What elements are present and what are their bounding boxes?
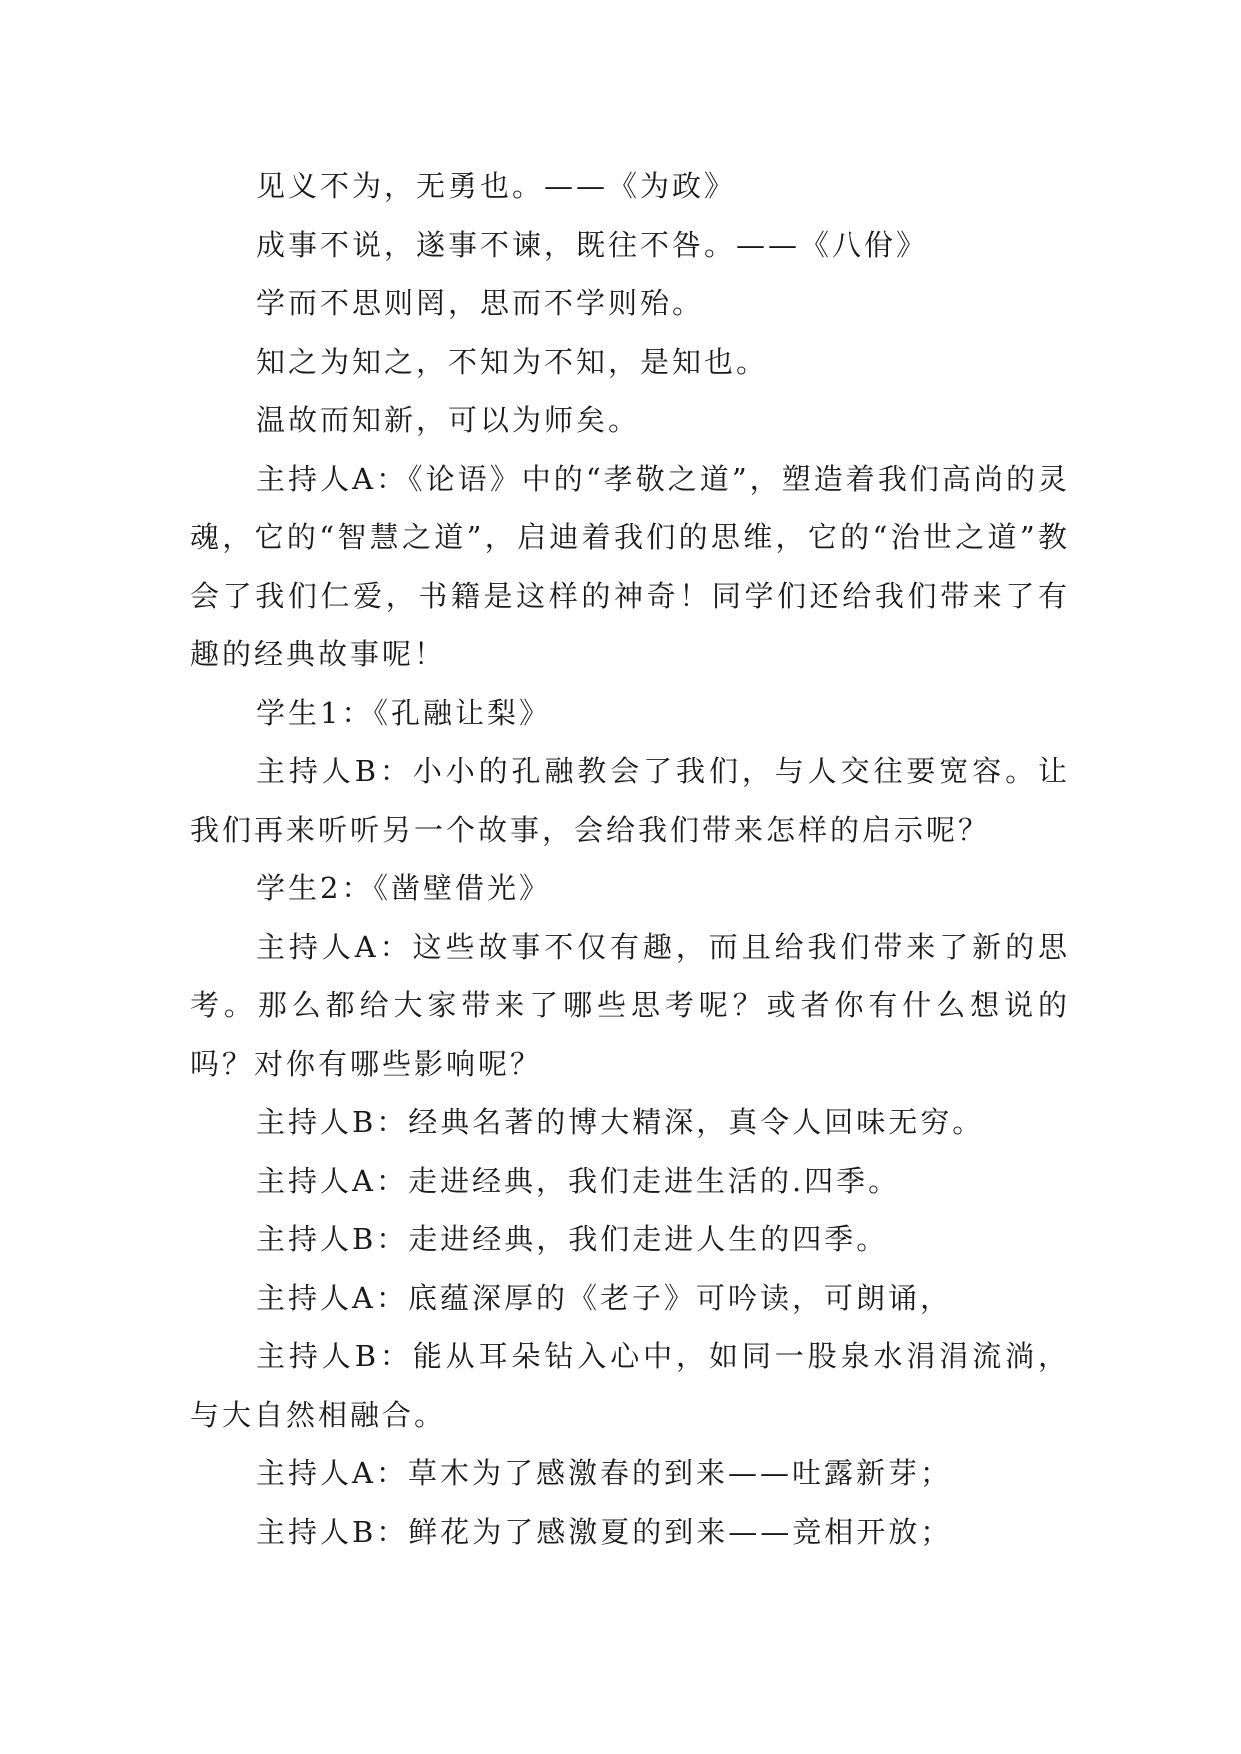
host-a-paragraph-1: 主持人A：《论语》中的“孝敬之道”，塑造着我们高尚的灵魂，它的“智慧之道”，启迪着我们的思维，它的“治世之道”教会了我们仁爱，书籍是这样的神奇！同学们还给我们带来了有趣的经典故事呢！ [190, 461, 1070, 671]
quote-line-5: 温故而知新，可以为师矣。 [256, 403, 641, 437]
quote-line-2: 成事不说，遂事不谏，既往不咎。——《八佾》 [256, 227, 929, 262]
student-1-line: 学生1：《孔融让梨》 [256, 695, 551, 730]
quote-line-3: 学而不思则罔，思而不学则殆。 [256, 286, 705, 320]
host-a-paragraph-4: 主持人A：底蕴深厚的《老子》可吟读，可朗诵， [256, 1280, 952, 1315]
quote-line-1: 见义不为，无勇也。——《为政》 [256, 169, 737, 203]
quote-line-4: 知之为知之，不知为不知，是知也。 [256, 344, 769, 379]
host-b-paragraph-5: 主持人B：鲜花为了感激夏的到来——竞相开放； [256, 1514, 953, 1549]
host-a-paragraph-5: 主持人A：草木为了感激春的到来——吐露新芽； [256, 1456, 952, 1490]
document-body [190, 157, 1070, 1561]
host-b-paragraph-4: 主持人B：能从耳朵钻入心中，如同一股泉水涓涓流淌，与大自然相融合。 [190, 1339, 1070, 1432]
host-b-paragraph-1: 主持人B：小小的孔融教会了我们，与人交往要宽容。让我们再来听听另一个故事，会给我们带来怎样的启示呢？ [190, 754, 1070, 847]
student-2-line: 学生2：《凿壁借光》 [256, 871, 551, 905]
host-b-paragraph-2: 主持人B：经典名著的博大精深，真令人回味无穷。 [256, 1105, 985, 1139]
host-a-paragraph-2: 主持人A：这些故事不仅有趣，而且给我们带来了新的思考。那么都给大家带来了哪些思考呢？或者你有什么想说的吗？对你有哪些影响呢？ [190, 929, 1070, 1081]
host-a-paragraph-3: 主持人A：走进经典，我们走进生活的.四季。 [256, 1163, 901, 1198]
host-b-paragraph-3: 主持人B：走进经典，我们走进人生的四季。 [256, 1222, 889, 1256]
